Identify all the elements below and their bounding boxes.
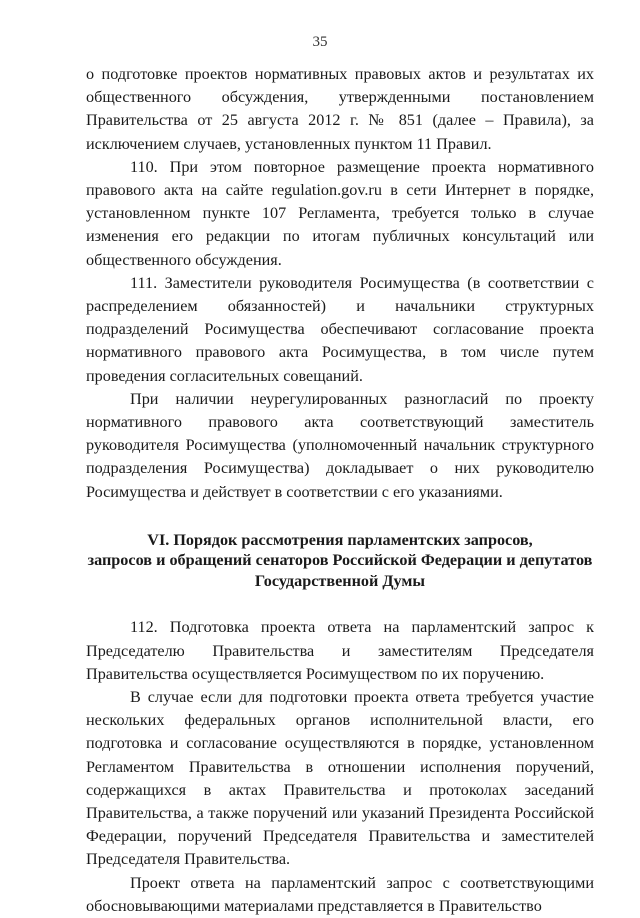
- paragraph-112: 112. Подготовка проекта ответа на парламентский запрос к Председателю Правительства и заместителям Председателя Правительства осуществляется Росимуществом по их поручению.: [86, 618, 594, 683]
- section-heading-line-1: VI. Порядок рассмотрения парламентских запросов,: [147, 530, 533, 549]
- section-heading-line-3: Государственной Думы: [254, 571, 426, 590]
- section-heading-line-2: запросов и обращений сенаторов Российской Федерации и депутатов: [87, 551, 593, 570]
- paragraph-112-final: Проект ответа на парламентский запрос с соответствующими обосновывающими материалами представляется в Правительство: [86, 873, 594, 915]
- paragraph-112-continued: В случае если для подготовки проекта ответа требуется участие нескольких федеральных органов исполнительной власти, его подготовка и согласование осуществляются в порядке, установленном Регламентом Правительства в отношении исполнения поручений, содержащихся в актах Правительства и протоколах заседаний Правительства, а также поручений или указаний Президента Российской Федерации, поручений Председателя Правительства и заместителей Председателя Правительства.: [86, 687, 594, 869]
- page-number: 35: [312, 34, 328, 50]
- paragraph-111-continued: При наличии неурегулированных разногласий по проекту нормативного правового акта соответствующий заместитель руководителя Росимущества (уполномоченный начальник структурного подразделения Росимущества) докладывает о них руководителю Росимущества и действует в соответствии с его указаниями.: [86, 389, 594, 501]
- paragraph-110: 110. При этом повторное размещение проекта нормативного правового акта на сайте regulation.gov.ru в сети Интернет в порядке, установленном пункте 107 Регламента, требуется только в случае изменения его редакции по итогам публичных консультаций или общественного обсуждения.: [86, 157, 594, 269]
- section-heading: [86, 530, 594, 592]
- paragraph-111: 111. Заместители руководителя Росимущества (в соответствии с распределением обязанностей) и начальники структурных подразделений Росимущества обеспечивают согласование проекта нормативного правового акта Росимущества, в том числе путем проведения согласительных совещаний.: [86, 273, 594, 385]
- paragraph-intro: о подготовке проектов нормативных правовых актов и результатах их общественного обсуждения, утвержденными постановлением Правительства от 25 августа 2012 г. № 851 (далее – Правила), за исключением случаев, установленных пунктом 11 Правил.: [86, 65, 594, 153]
- document-body: [86, 63, 594, 918]
